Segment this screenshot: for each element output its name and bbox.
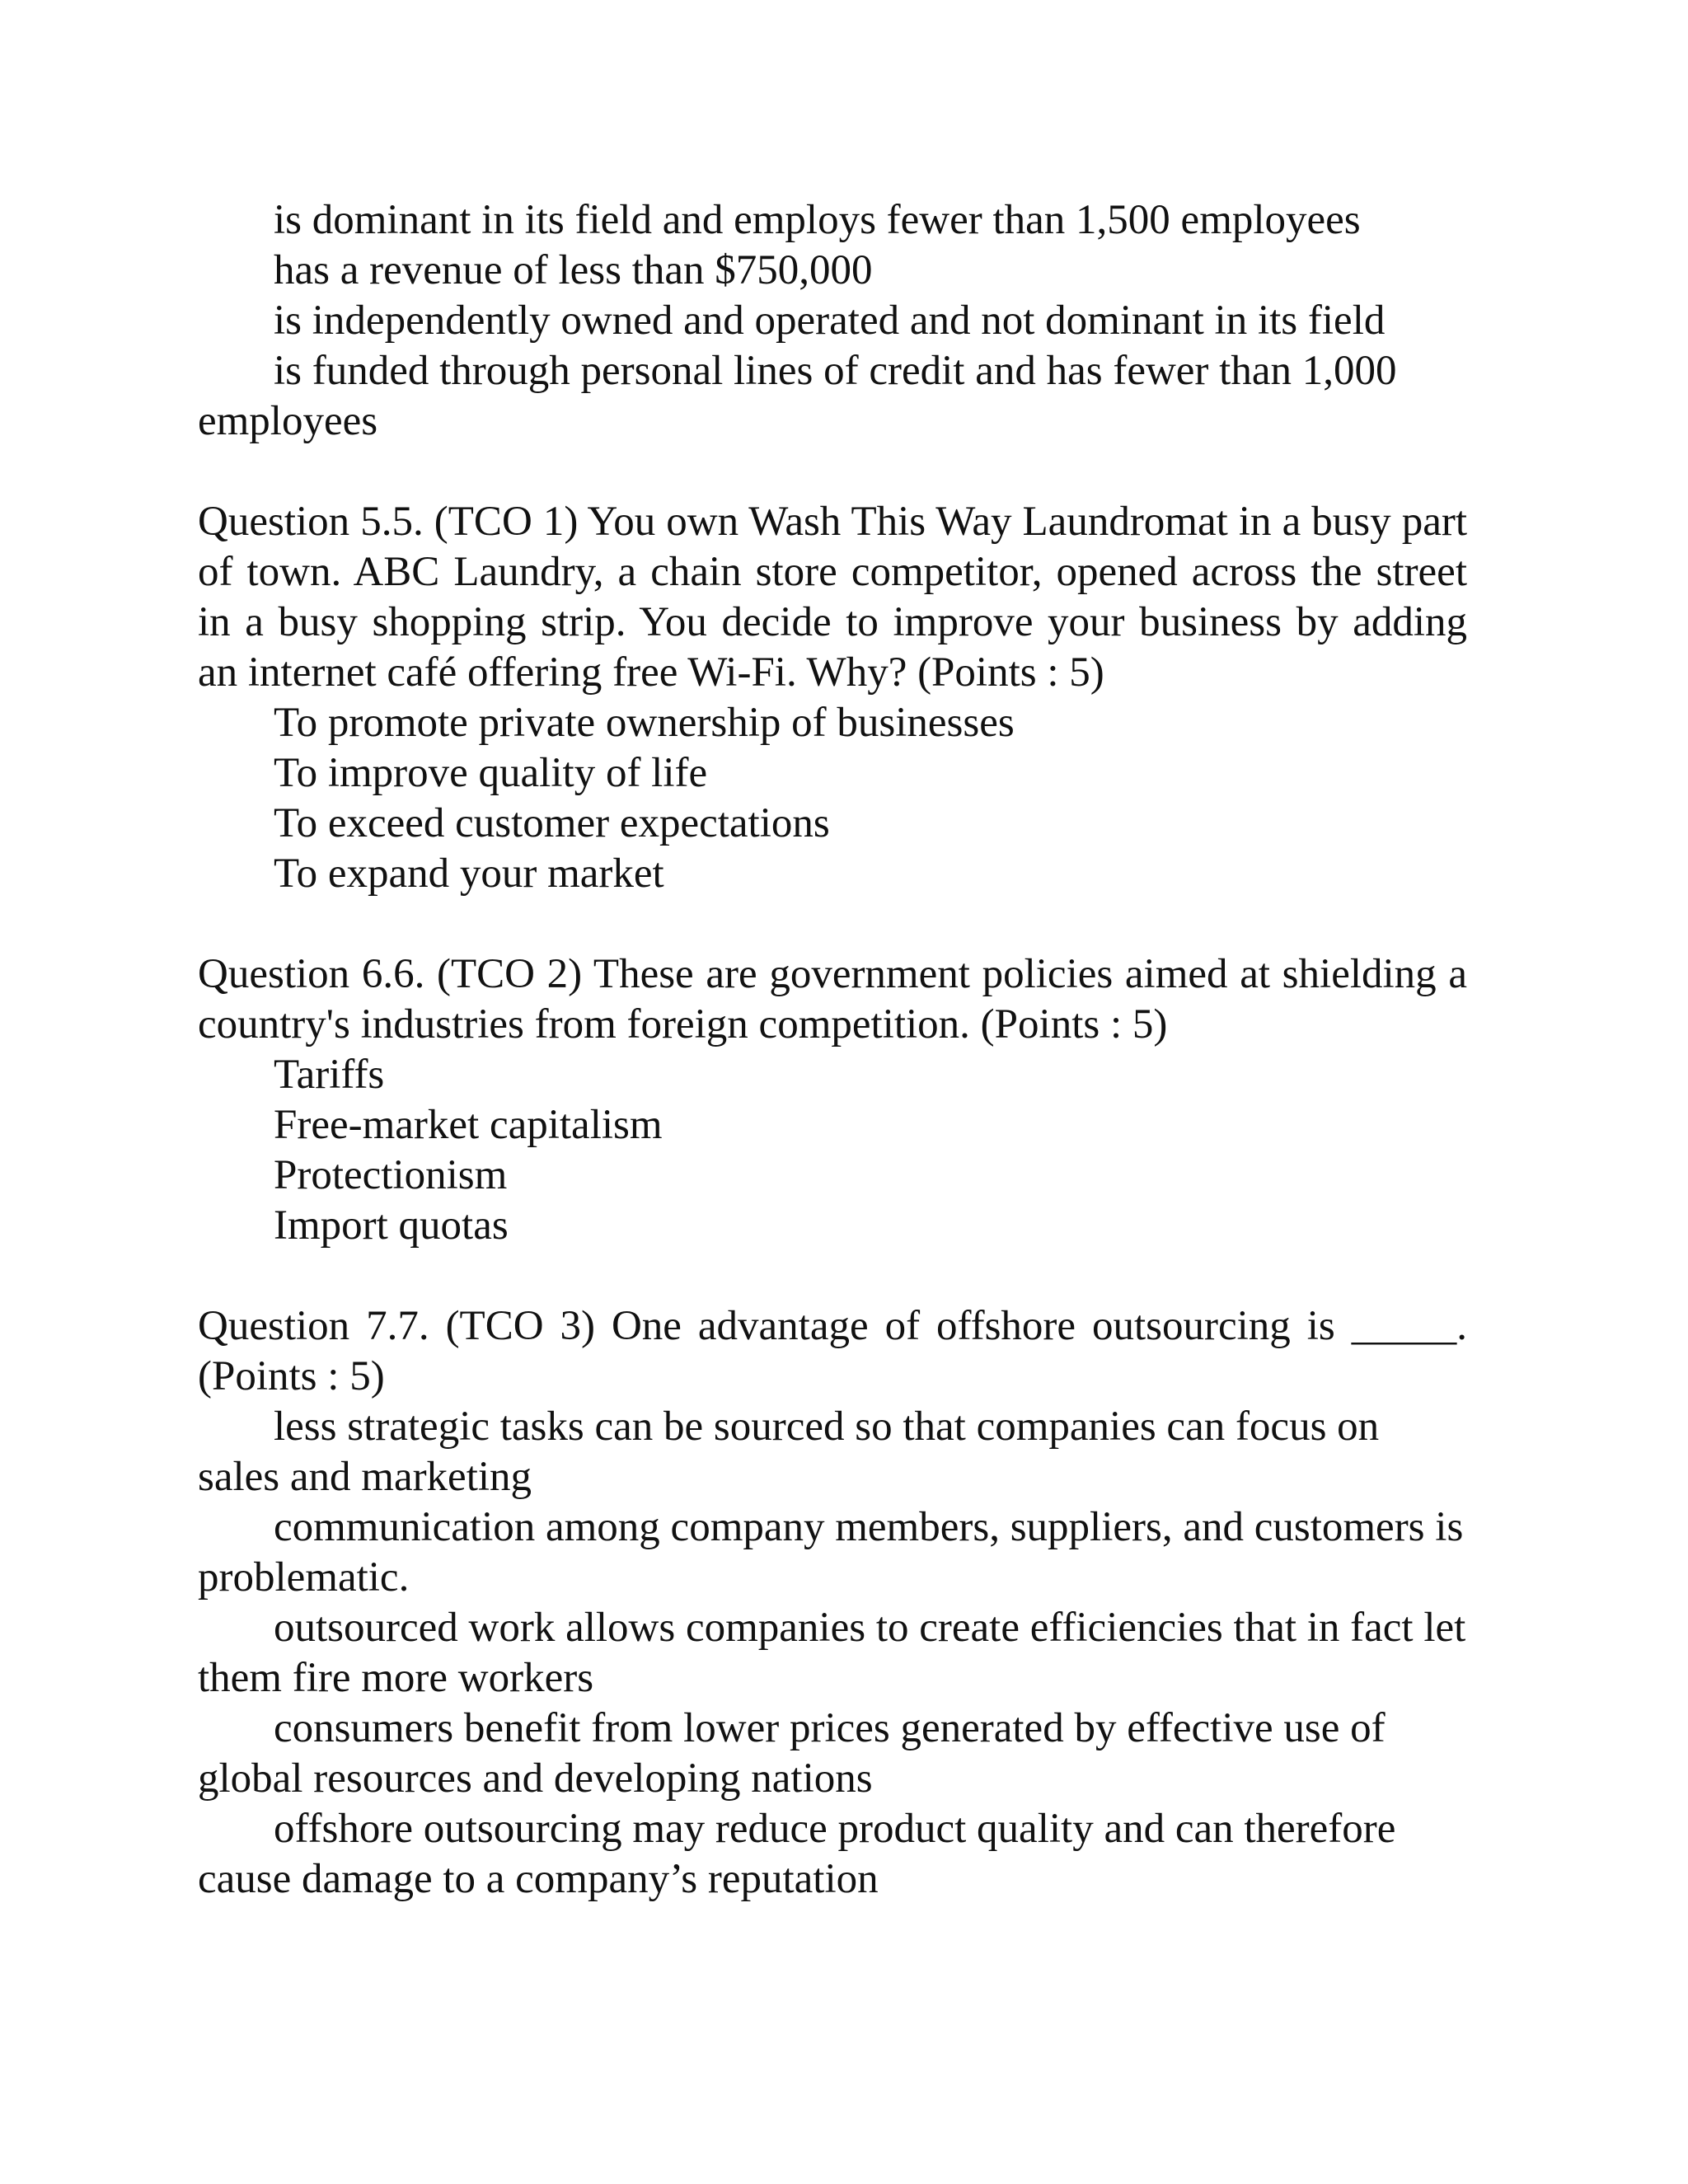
answer-option: is funded through personal lines of credit and has fewer than 1,000 employees: [198, 348, 1397, 444]
question-text: Question 7.7. (TCO 3) One advantage of offshore outsourcing is _____. (Points : 5): [198, 1303, 1467, 1399]
question-text: Question 6.6. (TCO 2) These are government policies aimed at shielding a country's industries from foreign competition. (Points : 5): [198, 951, 1467, 1047]
answer-option: To expand your market: [274, 851, 664, 897]
question-text: Question 5.5. (TCO 1) You own Wash This Way Laundromat in a busy part of town. ABC Laundry, a chain store competitor, opened across the street in a busy shopping strip. You decide to improve your business by adding an internet café offering free Wi-Fi. Why? (Points : 5): [198, 499, 1467, 696]
document-content: [198, 195, 1467, 1905]
spacer: [198, 447, 1467, 497]
answer-option: To exceed customer expectations: [274, 800, 830, 846]
answer-option: less strategic tasks can be sourced so that companies can focus on sales and marketing: [198, 1404, 1380, 1500]
answer-option: is dominant in its field and employs fewer than 1,500 employees: [274, 197, 1361, 243]
previous-question-options: [198, 195, 1467, 447]
answer-option: Free-market capitalism: [274, 1102, 663, 1148]
answer-option: To improve quality of life: [274, 750, 708, 796]
question-6: [198, 949, 1467, 1251]
question-7: [198, 1301, 1467, 1905]
answer-option: has a revenue of less than $750,000: [274, 247, 873, 293]
spacer: [198, 899, 1467, 949]
answer-option: communication among company members, suppliers, and customers is problematic.: [198, 1504, 1464, 1601]
answer-option: Protectionism: [274, 1152, 508, 1198]
answer-option: To promote private ownership of businesses: [274, 700, 1015, 746]
answer-option: is independently owned and operated and not dominant in its field: [274, 298, 1386, 344]
answer-option: consumers benefit from lower prices generated by effective use of global resources and developing nations: [198, 1705, 1386, 1802]
answer-option: outsourced work allows companies to create efficiencies that in fact let them fire more workers: [198, 1605, 1466, 1701]
answer-option: Tariffs: [274, 1052, 385, 1098]
question-5: [198, 497, 1467, 899]
answer-option: offshore outsourcing may reduce product quality and can therefore cause damage to a company’s reputation: [198, 1806, 1396, 1902]
answer-option: Import quotas: [274, 1202, 509, 1249]
spacer: [198, 1251, 1467, 1301]
